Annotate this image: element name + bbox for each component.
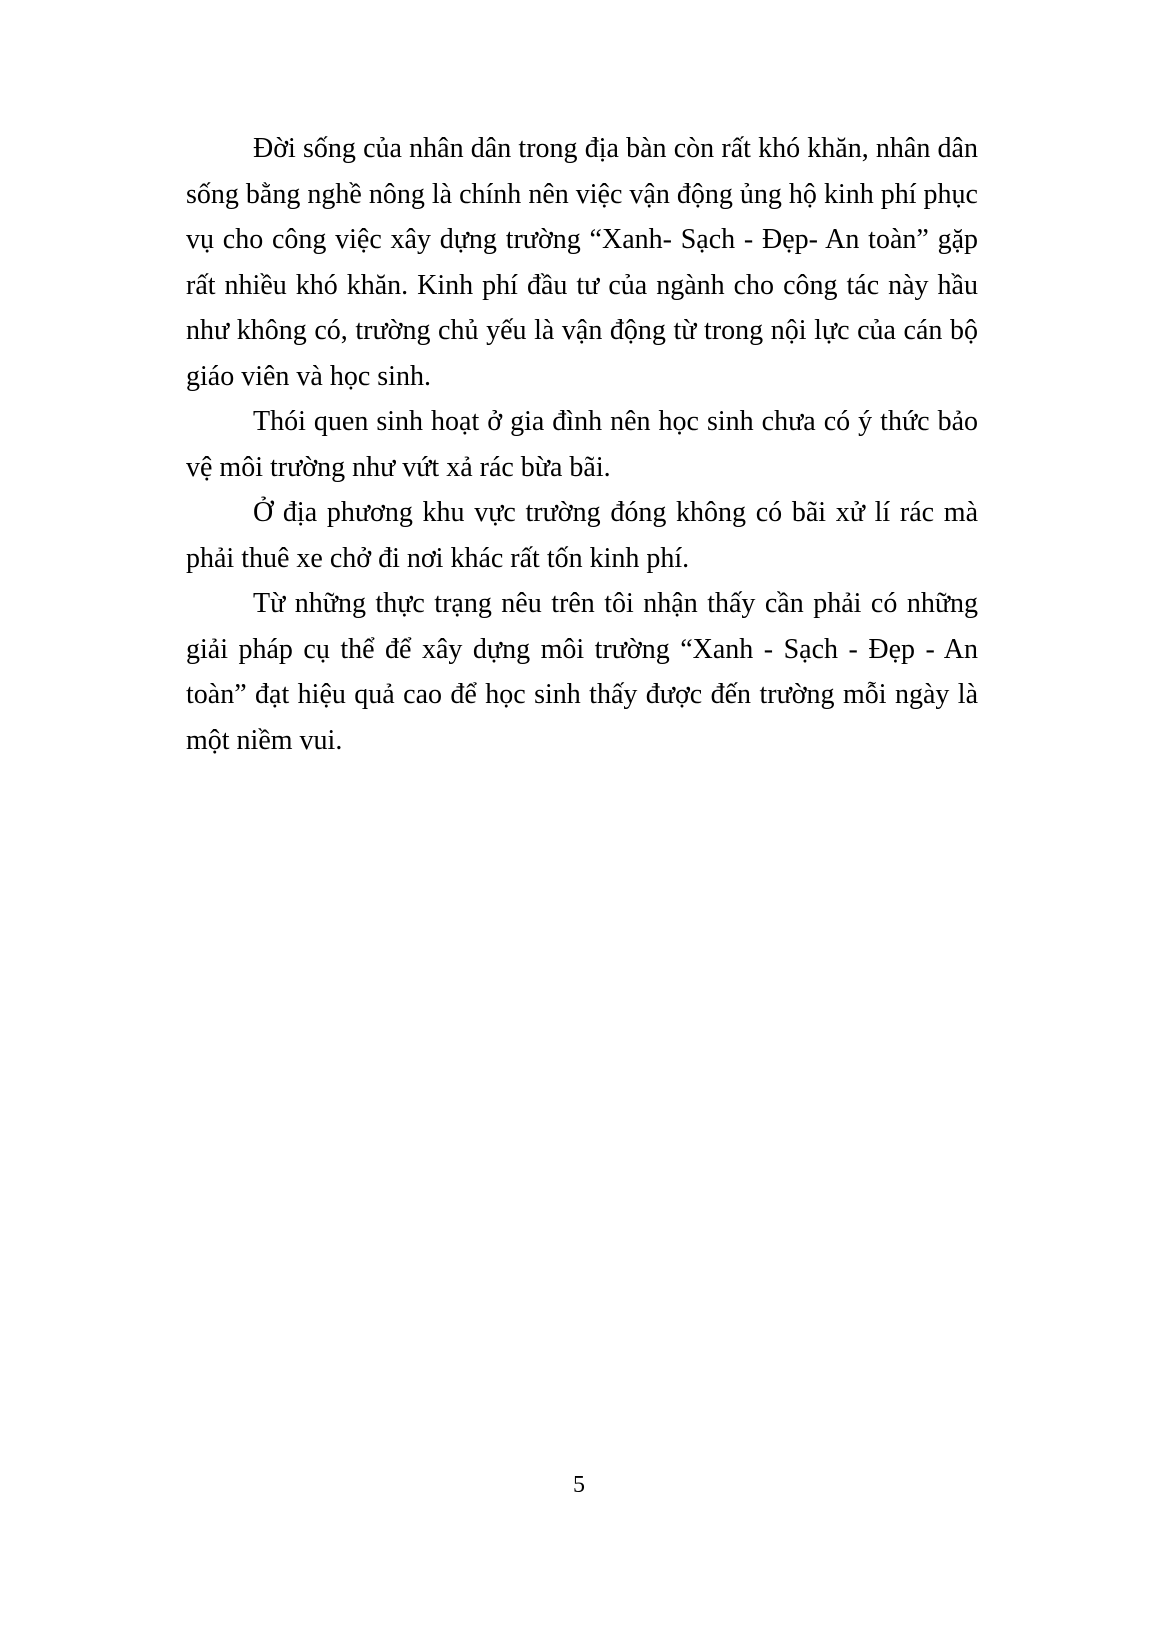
paragraph-conclusion: Từ những thực trạng nêu trên tôi nhận thấy cần phải có những giải pháp cụ thể để xây dựng môi trường “Xanh - Sạch - Đẹp - An toàn” đạt hiệu quả cao để học sinh thấy được đến trường mỗi ngày là một niềm vui. [186, 588, 978, 756]
body-text [186, 126, 978, 763]
paragraph-habits: Thói quen sinh hoạt ở gia đình nên học sinh chưa có ý thức bảo vệ môi trường như vứt xả rác bừa bãi. [186, 406, 978, 483]
paragraph-waste-disposal: Ở địa phương khu vực trường đóng không có bãi xử lí rác mà phải thuê xe chở đi nơi khác rất tốn kinh phí. [186, 497, 978, 574]
paragraph-living-conditions: Đời sống của nhân dân trong địa bàn còn rất khó khăn, nhân dân sống bằng nghề nông là chính nên việc vận động ủng hộ kinh phí phục vụ cho công việc xây dựng trường “Xanh- Sạch - Đẹp- An toàn” gặp rất nhiều khó khăn. Kinh phí đầu tư của ngành cho công tác này hầu như không có, trường chủ yếu là vận động từ trong nội lực của cán bộ giáo viên và học sinh. [186, 133, 978, 392]
page-number: 5 [573, 1472, 585, 1498]
